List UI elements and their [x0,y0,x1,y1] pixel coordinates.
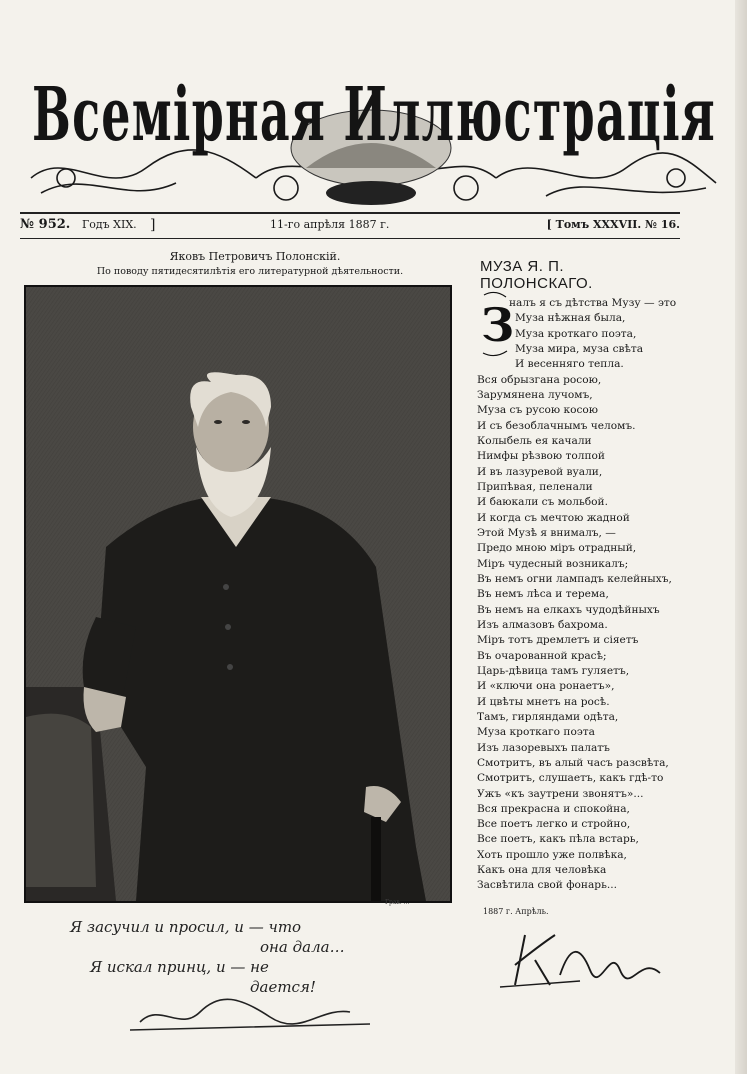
poem-line: Въ очарованной красѣ; [477,649,607,662]
poem-line: Муза съ русою косою [477,404,599,417]
handwriting-line-3: Я искал принц, и — не [90,958,269,976]
poem-line: И весенняго тепла. [515,358,624,371]
poem-line: Засвѣтила свой фонарь... [477,879,617,892]
poem-line: налъ я съ дѣтства Музу — это [509,297,677,309]
poem-line: Тамъ, гирляндами одѣта, [477,710,619,723]
issue-number: № 952. [20,217,71,232]
poem-line: Изъ лазоревыхъ палатъ [477,741,610,754]
issue-separator: ] [150,217,156,233]
poem-line: И въ лазуревой вуали, [477,465,603,478]
poem-line: Муза нѣжная была, [515,312,626,325]
poem-line: Припѣвая, пеленали [477,480,593,493]
poem-line: Въ немъ на елкахъ чудодѣйныхъ [477,603,660,616]
poem-line: Въ немъ огни лампадъ келейныхъ, [477,572,672,585]
svg-text:З: З [481,298,515,352]
poem-line: Вся прекрасна и спокойна, [477,802,630,815]
svg-text:Всемірная Иллюстрація: Всемірная Иллюстрація [32,72,716,158]
poem-line: Смотритъ, слушаетъ, какъ гдѣ-то [477,772,664,785]
issue-info-bar [20,212,680,239]
issue-volume: [ Томъ XXXVII. № 16. [546,218,680,231]
engraver-credit: Грав. … [385,899,410,906]
poem-line: Нимфы рѣзвою толпой [477,450,605,463]
poem-line: Изъ алмазовъ бахрома. [477,618,608,631]
poem-line: Этой Музѣ я внималъ, — [477,526,616,539]
poem-line: Все поетъ легко и стройно, [477,818,631,831]
poem-body [477,296,717,894]
poem-line: Муза мира, муза свѣта [515,342,644,355]
poem-date: 1887 г. Апрѣль. [483,907,549,916]
poem-line: Смотритъ, въ алый часъ разсвѣта, [477,756,669,769]
poem-line: Хоть прошло уже полвѣка, [477,848,627,861]
poem-line: И цвѣты мнетъ на росѣ. [477,695,610,708]
poem-line: И когда съ мечтою жадной [477,511,630,524]
poem-line: Колыбель ея качали [477,434,592,447]
poem-line: И баюкали съ мольбой. [477,496,608,509]
poem-line: Муза кроткаго поэта, [515,327,637,340]
poem-line: Ужъ «къ заутрени звонятъ»... [477,787,644,800]
signature-fofanov [500,925,675,995]
poem-line: Въ немъ лѣса и терема, [477,588,609,601]
issue-year: Годъ XIX. [82,218,137,231]
poem-line: И съ безоблачнымъ челомъ. [477,419,636,432]
handwriting-line-1: Я засучил и просил, и — что [70,918,302,936]
handwriting-line-4: дается! [250,978,316,996]
masthead-ornament [26,28,721,206]
poem-line: И «ключи она ронаетъ», [477,680,615,693]
signature-polonsky [130,999,370,1030]
poem-line: Зарумянена лучомъ, [477,388,593,401]
poem-line: Вся обрызгана росою, [477,373,602,386]
portrait-figure [26,287,450,901]
poem-title: МУЗА Я. П. ПОЛОНСКАГО. [480,258,593,292]
poem-line: Муза кроткаго поэта [477,726,595,739]
poem-line: Міръ чудесный возникалъ; [477,557,629,570]
poem-line: Царь-дѣвица тамъ гуляетъ, [477,664,630,677]
poem-line: Міръ тотъ дремлетъ и сіяетъ [477,634,639,647]
poem-line: Предо мною міръ отрадный, [477,542,637,555]
portrait-engraving [24,285,452,903]
portrait-caption-subtitle: По поводу пятидесятилѣтія его литературной дѣятельности. [96,266,404,277]
page-edge [735,0,747,1074]
poem-line: Все поетъ, какъ пѣла встарь, [477,833,639,846]
handwriting-line-2: она дала… [260,938,345,956]
poem-line: Какъ она для человѣка [477,864,607,877]
portrait-caption-name: Яковъ Петровичъ Полонскій. [169,250,341,263]
issue-date: 11-го апрѣля 1887 г. [270,218,390,231]
handwritten-inscription [70,912,410,1042]
masthead [26,28,721,206]
